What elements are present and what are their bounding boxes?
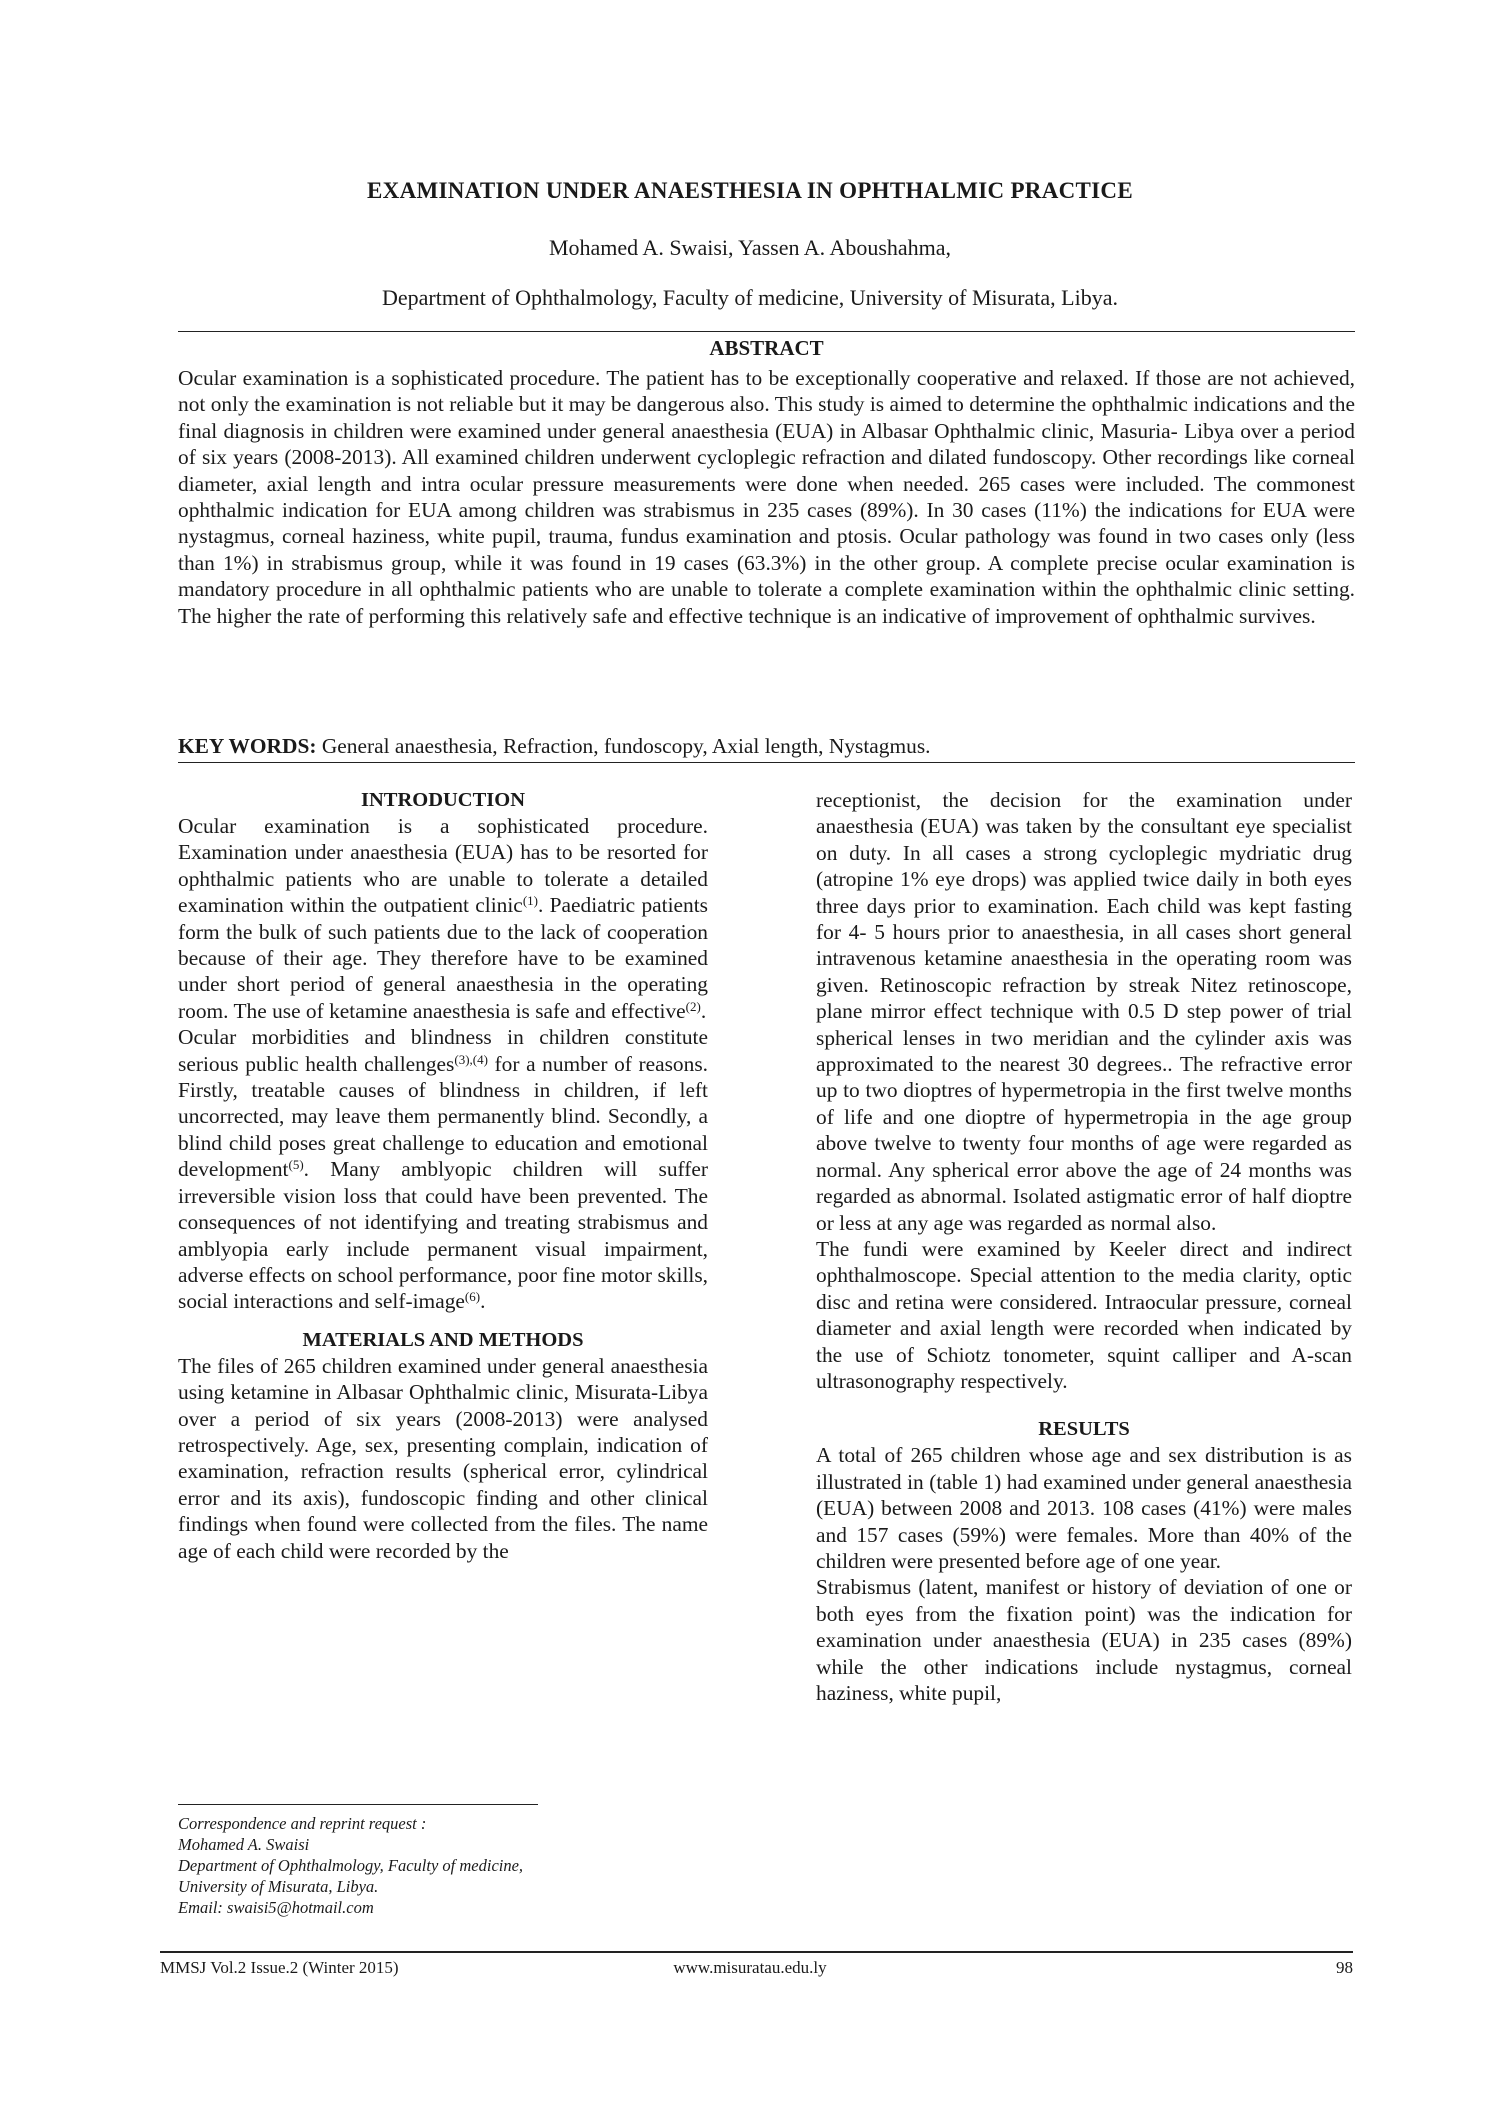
footer-website: www.misuratau.edu.ly (673, 1958, 827, 1977)
correspondence-name: Mohamed A. Swaisi (178, 1835, 310, 1854)
methods-paragraph-3: The fundi were examined by Keeler direct and indirect ophthalmoscope. Special attention to the media clarity, optic disc and retina were considered. Intraocular pressure, corneal diameter and axial length were recorded when indicated by the use of Schiotz tonometer, squint calliper and A-scan ultrasonography respectively. (816, 1236, 1352, 1393)
results-paragraph-1: A total of 265 children whose age and sex distribution is as illustrated in (table 1) had examined under general anaesthesia (EUA) between 2008 and 2013. 108 cases (41%) were males and 157 cases (59%) were females. More than 40% of the children were presented before age of one year. (816, 1443, 1352, 1573)
keywords-bottom-rule (178, 762, 1355, 763)
keywords-line (178, 733, 1355, 759)
methods-paragraph-1: The files of 265 children examined under general anaesthesia using ketamine in Albasar Ophthalmic clinic, Misurata-Libya over a period of six years (2008-2013) were analysed retrospectively. Age, sex, presenting complain, indication of examination, refraction results (spherical error, cylindrical error and its axis), fundoscopic finding and other clinical findings when found were collected from the files. The name age of each child were recorded by the (178, 1353, 708, 1563)
text-run: . (700, 998, 707, 1023)
left-column (178, 787, 708, 1564)
footer-rule (160, 1951, 1353, 1953)
text-run: . Many amblyopic children will suffer irreversible vision loss that could have been prevented. The consequences of not identifying and treating strabismus and amblyopia early include permanent visual impairment, adverse effects on school performance, poor fine motor skills, social interactions and self-image (178, 1157, 708, 1314)
correspondence-email: Email: swaisi5@hotmail.com (178, 1898, 374, 1917)
citation-ref: (6) (464, 1289, 481, 1305)
introduction-paragraph-1 (178, 813, 708, 1024)
methods-paragraph-2: receptionist, the decision for the examination under anaesthesia (EUA) was taken by the consultant eye specialist on duty. In all cases a strong cycloplegic mydriatic drug (atropine 1% eye drops) was applied twice daily in both eyes three days prior to examination. Each child was kept fasting for 4- 5 hours prior to anaesthesia, in all cases short general intravenous ketamine anaesthesia in the operating room was given. Retinoscopic refraction by streak Nitez retinoscope, plane mirror effect technique with 0.5 D step power of trial spherical lenses in two meridian and the cylinder axis was approximated to the nearest 30 degrees.. The refractive error up to two dioptres of hypermetropia in the first twelve months of life and one dioptre of hypermetropia in the age group above twelve to twenty four months of age were regarded as normal. Any spherical error above the age of 24 months was regarded as abnormal. Isolated astigmatic error of half dioptre or less at any age was regarded as normal also. (816, 788, 1352, 1235)
footnote-rule (178, 1804, 538, 1805)
introduction-heading: INTRODUCTION (360, 789, 526, 811)
correspondence-label: Correspondence and reprint request : (178, 1814, 427, 1833)
abstract-body: Ocular examination is a sophisticated procedure. The patient has to be exceptionally cooperative and relaxed. If those are not achieved, not only the examination is not reliable but it may be dangerous also. This study is aimed to determine the ophthalmic indications and the final diagnosis in children were examined under general anaesthesia (EUA) in Albasar Ophthalmic clinic, Masuria- Libya over a period of six years (2008-2013). All examined children underwent cycloplegic refraction and dilated fundoscopy. Other recordings like corneal diameter, axial length and intra ocular pressure measurements were done when needed. 265 cases were included. The commonest ophthalmic indication for EUA among children was strabismus in 235 cases (89%). In 30 cases (11%) the indications for EUA were nystagmus, corneal haziness, white pupil, trauma, fundus examination and ptosis. Ocular pathology was found in two cases only (less than 1%) in strabismus group, while it was found in 19 cases (63.3%) in the other group. A complete precise ocular examination is mandatory procedure in all ophthalmic patients who are unable to tolerate a complete examination within the ophthalmic clinic setting. The higher the rate of performing this relatively safe and effective technique is an indicative of improvement of ophthalmic survives. (178, 366, 1355, 628)
keywords-label: KEY WORDS: (178, 734, 317, 758)
methods-heading: MATERIALS AND METHODS (302, 1328, 584, 1351)
text-run: . Paediatric patients form the bulk of such patients due to the lack of cooperation because of their age. They therefore have to be examined under short period of general anaesthesia in the operating room. The use of ketamine anaesthesia is safe and effective (178, 893, 708, 1023)
text-run: Ocular examination is a sophisticated procedure. Examination under anaesthesia (EUA) has to be resorted for ophthalmic patients who are unable to tolerate a detailed examination within the outpatient clinic (178, 814, 708, 918)
correspondence-university: University of Misurata, Libya. (178, 1877, 379, 1896)
footer-page-number: 98 (1336, 1958, 1353, 1977)
abstract-top-rule (178, 331, 1355, 332)
text-run: for a number of reasons. Firstly, treatable causes of blindness in children, if left uncorrected, may leave them permanently blind. Secondly, a blind child poses great challenge to education and emotional development (178, 1051, 708, 1182)
keywords-text: General anaesthesia, Refraction, fundoscopy, Axial length, Nystagmus. (316, 734, 931, 758)
text-run: . (480, 1289, 486, 1314)
citation-ref: (5) (288, 1157, 304, 1173)
citation-ref: (3),(4) (454, 1051, 488, 1067)
correspondence-note (178, 1813, 698, 1918)
introduction-paragraph-2 (178, 1024, 708, 1314)
author-affiliation: Department of Ophthalmology, Faculty of medicine, University of Misurata, Libya. (381, 285, 1118, 310)
author-list: Mohamed A. Swaisi, Yassen A. Aboushahma, (548, 235, 952, 260)
results-paragraph-2: Strabismus (latent, manifest or history of deviation of one or both eyes from the fixation point) was the indication for examination under anaesthesia (EUA) in 235 cases (89%) while the other indications include nystagmus, corneal haziness, white pupil, (816, 1575, 1352, 1705)
results-heading: RESULTS (1038, 1418, 1130, 1441)
text-run: Ocular morbidities and blindness in children constitute serious public health challenges (178, 1025, 708, 1076)
paper-title: EXAMINATION UNDER ANAESTHESIA IN OPHTHALMIC PRACTICE (367, 178, 1133, 203)
footer-journal: MMSJ Vol.2 Issue.2 (Winter 2015) (160, 1958, 399, 1977)
abstract-heading: ABSTRACT (709, 336, 824, 360)
citation-ref: (1) (522, 893, 538, 909)
right-column (816, 787, 1352, 1706)
citation-ref: (2) (685, 998, 701, 1014)
correspondence-department: Department of Ophthalmology, Faculty of medicine, (178, 1856, 524, 1875)
